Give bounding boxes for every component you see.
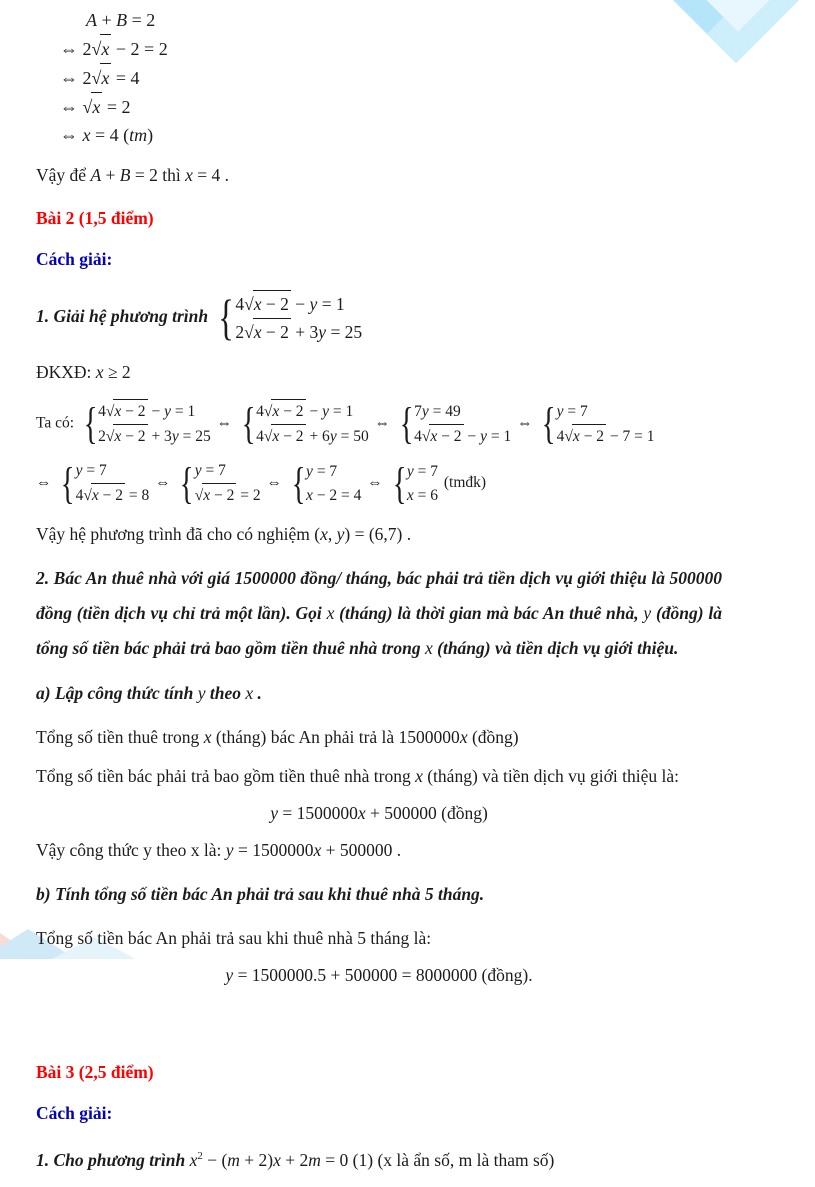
equation-line [60,34,722,63]
text-run: − 2 = 2 [111,39,168,59]
system-brace: { [392,458,407,508]
sqrt-expression [422,424,464,449]
system-brace: { [180,458,194,508]
radicand [202,483,236,508]
section-gap [36,998,722,1042]
math-variable: x [459,727,468,748]
radical-icon: √ [244,322,254,343]
superscript: 2 [197,1150,203,1163]
centered-formula [36,965,722,986]
sqrt-expression [564,424,606,449]
system-row [76,459,150,483]
radical-icon: √ [83,487,92,505]
text-run: 4 [256,403,264,421]
text-run: = 7 [201,462,226,480]
text-run: = 4 ( [90,125,130,145]
text-run: − 2 [579,427,605,445]
text-run: = 2 thì [130,165,186,185]
system-row [414,400,511,424]
sqrt-expression [264,399,306,424]
text-run: − 2 [279,428,304,446]
text-run: + [97,10,117,30]
text-run: − 2 [98,487,123,505]
equation-system [57,459,149,508]
equation-system [396,400,511,449]
bold-italic-run: 1. Cho phương trình [36,1150,190,1171]
math-variable: y [75,462,83,480]
text-run: 4 [556,427,565,445]
text-run: = 1500000 [277,803,358,824]
system-row [76,483,150,508]
text-run: = 1 [486,427,512,445]
text-run: + 500000 . [321,840,402,861]
text-run: ⇔ [151,474,175,492]
text-run: = 0 (1) (x là ẩn số, m là tham số) [320,1150,555,1171]
text-run: − 2 [210,487,235,505]
text-run: Vậy công thức y theo x là: [36,840,226,861]
solution-heading [36,249,722,270]
text-run: = 7 [82,462,107,480]
text-run: − 2 = 4 [312,486,362,504]
text-run: = 2 [236,487,261,505]
math-variable: x [114,403,122,421]
text-run: Vậy hệ phương trình đã cho có nghiệm ( [36,524,321,545]
text-run: ĐKXĐ: [36,362,96,383]
math-variable: y [171,428,179,446]
math-variable: y [197,683,206,704]
math-variable: y [318,322,327,343]
radicand [572,424,606,449]
system-row [306,460,361,484]
math-variable: B [119,165,131,185]
system-brace: { [399,399,414,449]
text-run: , [327,524,337,545]
text-run: (tháng) bác An phải trả là 1500000 [211,727,460,748]
sqrt-expression [106,399,148,424]
text-run: − ( [202,1150,228,1171]
math-variable: x [95,362,104,383]
math-variable: x [572,427,580,445]
radicand [113,399,147,424]
text-run: Tổng số tiền bác phải trả bao gồm tiền thuê nhà trong [36,766,416,787]
sqrt-expression [83,92,103,121]
equation-system [238,399,369,449]
text-run: Bài 3 (2,5 điểm) [36,1062,154,1083]
math-variable: A [86,10,97,30]
text-run: ⇔ [513,414,537,432]
sqrt-expression [106,424,148,449]
text-run: = 25 [326,322,363,343]
derivation-chain-line [36,459,722,508]
text-run: + [101,165,120,185]
sqrt-expression [264,424,306,449]
text-run: 4 [235,294,245,314]
radical-icon: √ [263,403,273,421]
math-variable: x [313,840,322,861]
math-variable: y [329,428,337,446]
radical-icon: √ [194,487,204,505]
system-row [195,459,261,483]
bold-italic-run: (tháng) là thời gian mà bác An thuê nhà, [334,603,644,624]
math-variable: m [308,1150,321,1171]
text-run: (đồng) [467,727,519,748]
text-run: − 2 [121,428,146,446]
math-variable: x [272,403,280,421]
system-row [256,424,369,449]
math-variable: m [227,1150,240,1171]
text-run: ⇔ [212,414,236,432]
conclusion-line [36,838,722,863]
radicand [91,92,102,121]
system-row [256,399,369,424]
text-run: = 4 . [192,165,229,185]
radicand [429,424,463,449]
system-row [407,460,438,484]
subpart-heading [36,676,722,711]
math-variable: x [91,487,99,505]
text-run: + 2 [280,1150,309,1171]
text-run: Vậy để [36,165,91,185]
system-brace: { [291,458,306,508]
math-variable: A [90,165,102,185]
math-variable: x [203,727,212,748]
math-variable: y [225,840,234,861]
radical-icon: √ [105,403,115,421]
system-row [557,400,655,424]
text-run: ) [147,125,154,145]
equation-system [176,459,260,508]
text-run: Tổng số tiền thuê trong [36,727,204,748]
system-rows [76,459,150,508]
text-run: ⇔ [36,474,56,492]
math-variable: x [424,638,433,659]
radicand [100,63,111,92]
system-rows [306,460,361,508]
text-run: = 49 [428,402,461,420]
radical-icon: √ [91,39,102,59]
text-run: = 1500000.5 + 500000 = 8000000 (đồng). [233,965,533,986]
text-run: = 8 [124,487,150,505]
equation-system [214,290,362,346]
body-line [36,764,722,789]
system-statement-line [36,290,722,346]
sqrt-expression [244,290,291,318]
bold-italic-run: đồng/ tháng, bác phải trả tiền dịch vụ giới thiệu là [295,568,670,589]
bold-italic-run: a) Lập công thức tính [36,683,198,704]
text-run: ⇔ [262,474,286,492]
math-variable: x [253,294,262,314]
radicand [271,424,305,449]
text-run: ⇔ 2 [60,39,92,59]
math-variable: x [253,322,262,343]
text-run: 4 [256,428,264,446]
system-row [235,318,362,346]
bold-italic-run: tháng. [433,884,485,905]
system-rows [195,459,261,508]
text-run: Cách giải: [36,249,113,269]
math-variable: y [480,427,487,445]
text-run: ⇔ 2 [60,68,92,88]
math-variable: y [164,403,171,421]
math-variable: y [421,402,429,420]
word-problem-paragraph [36,561,722,666]
math-variable: x [357,803,366,824]
text-run: − [463,427,481,445]
equation-line [60,92,722,121]
system-row [195,483,261,508]
text-run: + 3 [147,428,172,446]
text-run: − 2 [261,294,289,314]
radical-icon: √ [105,428,115,446]
text-run: 5 [424,884,434,905]
body-line [36,926,722,951]
math-variable: x [189,1150,198,1171]
text-run: ⇔ [370,414,394,432]
text-run: Tổng số tiền bác An phải trả sau khi thuê nhà 5 tháng là: [36,928,432,949]
math-variable: y [194,462,202,480]
math-variable: y [306,462,313,480]
text-run: Ta có: [36,414,78,432]
equation-system [538,400,654,449]
radical-icon: √ [564,427,573,445]
text-run: − 2 [279,403,304,421]
derivation-chain-line [36,399,722,449]
text-run: = 2 [102,97,131,117]
system-rows [98,399,211,449]
system-row [557,424,655,449]
bold-italic-run: (đồng) là tổng số tiền bác phải trả bao gồm tiền thuê nhà trong [36,603,723,659]
radicand [113,424,147,449]
system-row [98,399,211,424]
math-variable: y [556,402,564,420]
math-variable: B [116,10,128,30]
equation-line [60,121,722,149]
math-variable: y [643,603,652,624]
text-run: 500000 [669,568,722,589]
text-run: = 1 [317,294,345,314]
system-rows [557,400,655,449]
system-brace: { [218,289,235,345]
text-run: (tháng) và tiền dịch vụ giới thiệu là: [422,766,679,787]
conclusion-line [36,522,722,547]
math-variable: x [114,428,122,446]
math-variable: x [185,165,193,185]
bold-italic-run: (tháng) và tiền dịch vụ giới thiệu. [432,638,679,659]
text-run: Cách giải: [36,1103,113,1124]
math-variable: x [320,524,328,545]
math-variable: y [322,403,329,421]
radicand [91,483,125,508]
radical-icon: √ [263,428,273,446]
text-run: ≥ 2 [103,362,131,383]
text-run: − 2 [261,322,289,343]
equation-line [86,6,722,34]
math-variable: x [326,603,335,624]
system-rows [414,400,511,449]
math-variable: y [336,524,345,545]
text-run: = 7 [413,462,439,480]
radicand [271,399,305,424]
text-run: − [305,403,323,421]
math-variable: y [270,803,278,824]
problem-statement-line [36,1144,722,1173]
equation-system [389,460,438,508]
equation-line [60,63,722,92]
system-rows [235,290,362,346]
math-variable: x [245,683,254,704]
system-row [414,424,511,449]
radicand [253,290,291,318]
text-run: − 2 [437,427,462,445]
math-variable: x [272,428,280,446]
text-run: = 1500000 [233,840,314,861]
text-run: = 1 [328,403,354,421]
math-variable: y [225,965,234,986]
bold-italic-run: 2. Bác An thuê nhà với giá [36,568,235,589]
text-run: = 7 [312,462,338,480]
text-run: ⇔ [60,97,83,117]
text-run: = 7 [563,402,588,420]
math-variable: x [101,39,110,59]
system-brace: { [61,458,75,508]
conclusion-line [36,163,722,188]
math-variable: y [406,462,414,480]
text-run: ⇔ [60,125,83,145]
bold-italic-run: b) Tính tổng số tiền bác An phải trả sau khi thuê nhà [36,884,425,905]
bold-italic-run: 1. Giải hệ phương trình [36,306,213,327]
text-run: − 2 [121,403,146,421]
radical-icon: √ [421,427,431,445]
equation-system [288,460,362,508]
system-row [98,424,211,449]
text-run: ⇔ [363,474,387,492]
system-rows [407,460,438,508]
system-brace: { [83,399,98,449]
math-variable: x [203,487,211,505]
math-variable: x [273,1150,281,1171]
text-run: − 7 = 1 [606,427,655,445]
sqrt-expression [83,483,125,508]
system-brace: { [241,399,256,449]
problem-heading [36,208,722,229]
math-variable: x [430,427,438,445]
radicand [253,318,291,346]
system-rows [256,399,369,449]
math-variable: x [406,486,414,504]
text-run: − [290,294,310,314]
radical-icon: √ [82,97,93,117]
text-run: = 2 [127,10,156,30]
math-variable: y [309,294,318,314]
text-run: Bài 2 (1,5 điểm) [36,208,154,228]
subpart-heading [36,877,722,912]
equation-system [80,399,211,449]
text-run: ) = (6,7) . [344,524,412,545]
sqrt-expression [92,63,112,92]
text-run: (tmđk) [440,474,487,492]
radical-icon: √ [91,68,102,88]
text-run: 1500000 [234,568,296,589]
radicand [100,34,111,63]
bold-italic-run: theo [205,683,246,704]
text-run: 4 [75,487,84,505]
bold-italic-run: . [253,683,262,704]
math-variable: tm [129,125,148,145]
text-run: 2 [235,322,245,343]
text-run: + 3 [290,322,319,343]
text-run: + 2) [239,1150,274,1171]
text-run: + 500000 (đồng) [365,803,488,824]
centered-formula [36,803,722,824]
text-run: = 6 [413,486,439,504]
text-run: = 4 [111,68,140,88]
system-row [235,290,362,318]
text-run: 4 [414,427,422,445]
bold-italic-run: đồng (tiền dịch vụ chỉ trả một lần). Gọi [36,603,327,624]
body-line [36,725,722,750]
text-run: 2 [98,428,106,446]
text-run: − [147,403,165,421]
sqrt-expression [195,483,237,508]
radical-icon: √ [244,294,254,314]
solution-heading [36,1103,722,1124]
text-run: 7 [414,402,422,420]
condition-line [36,360,722,385]
sqrt-expression [92,34,112,63]
sqrt-expression [244,318,291,346]
text-run: + 6 [305,428,330,446]
problem-heading [36,1062,722,1083]
math-variable: x [82,125,91,145]
system-row [407,484,438,508]
math-variable: x [92,97,101,117]
math-variable: x [415,766,423,787]
math-variable: x [101,68,110,88]
text-run: 4 [98,403,106,421]
system-row [306,484,361,508]
text-run: = 1 [170,403,196,421]
text-run: = 25 [178,428,211,446]
system-brace: { [542,399,556,449]
math-variable: x [306,486,313,504]
text-run: = 50 [336,428,369,446]
